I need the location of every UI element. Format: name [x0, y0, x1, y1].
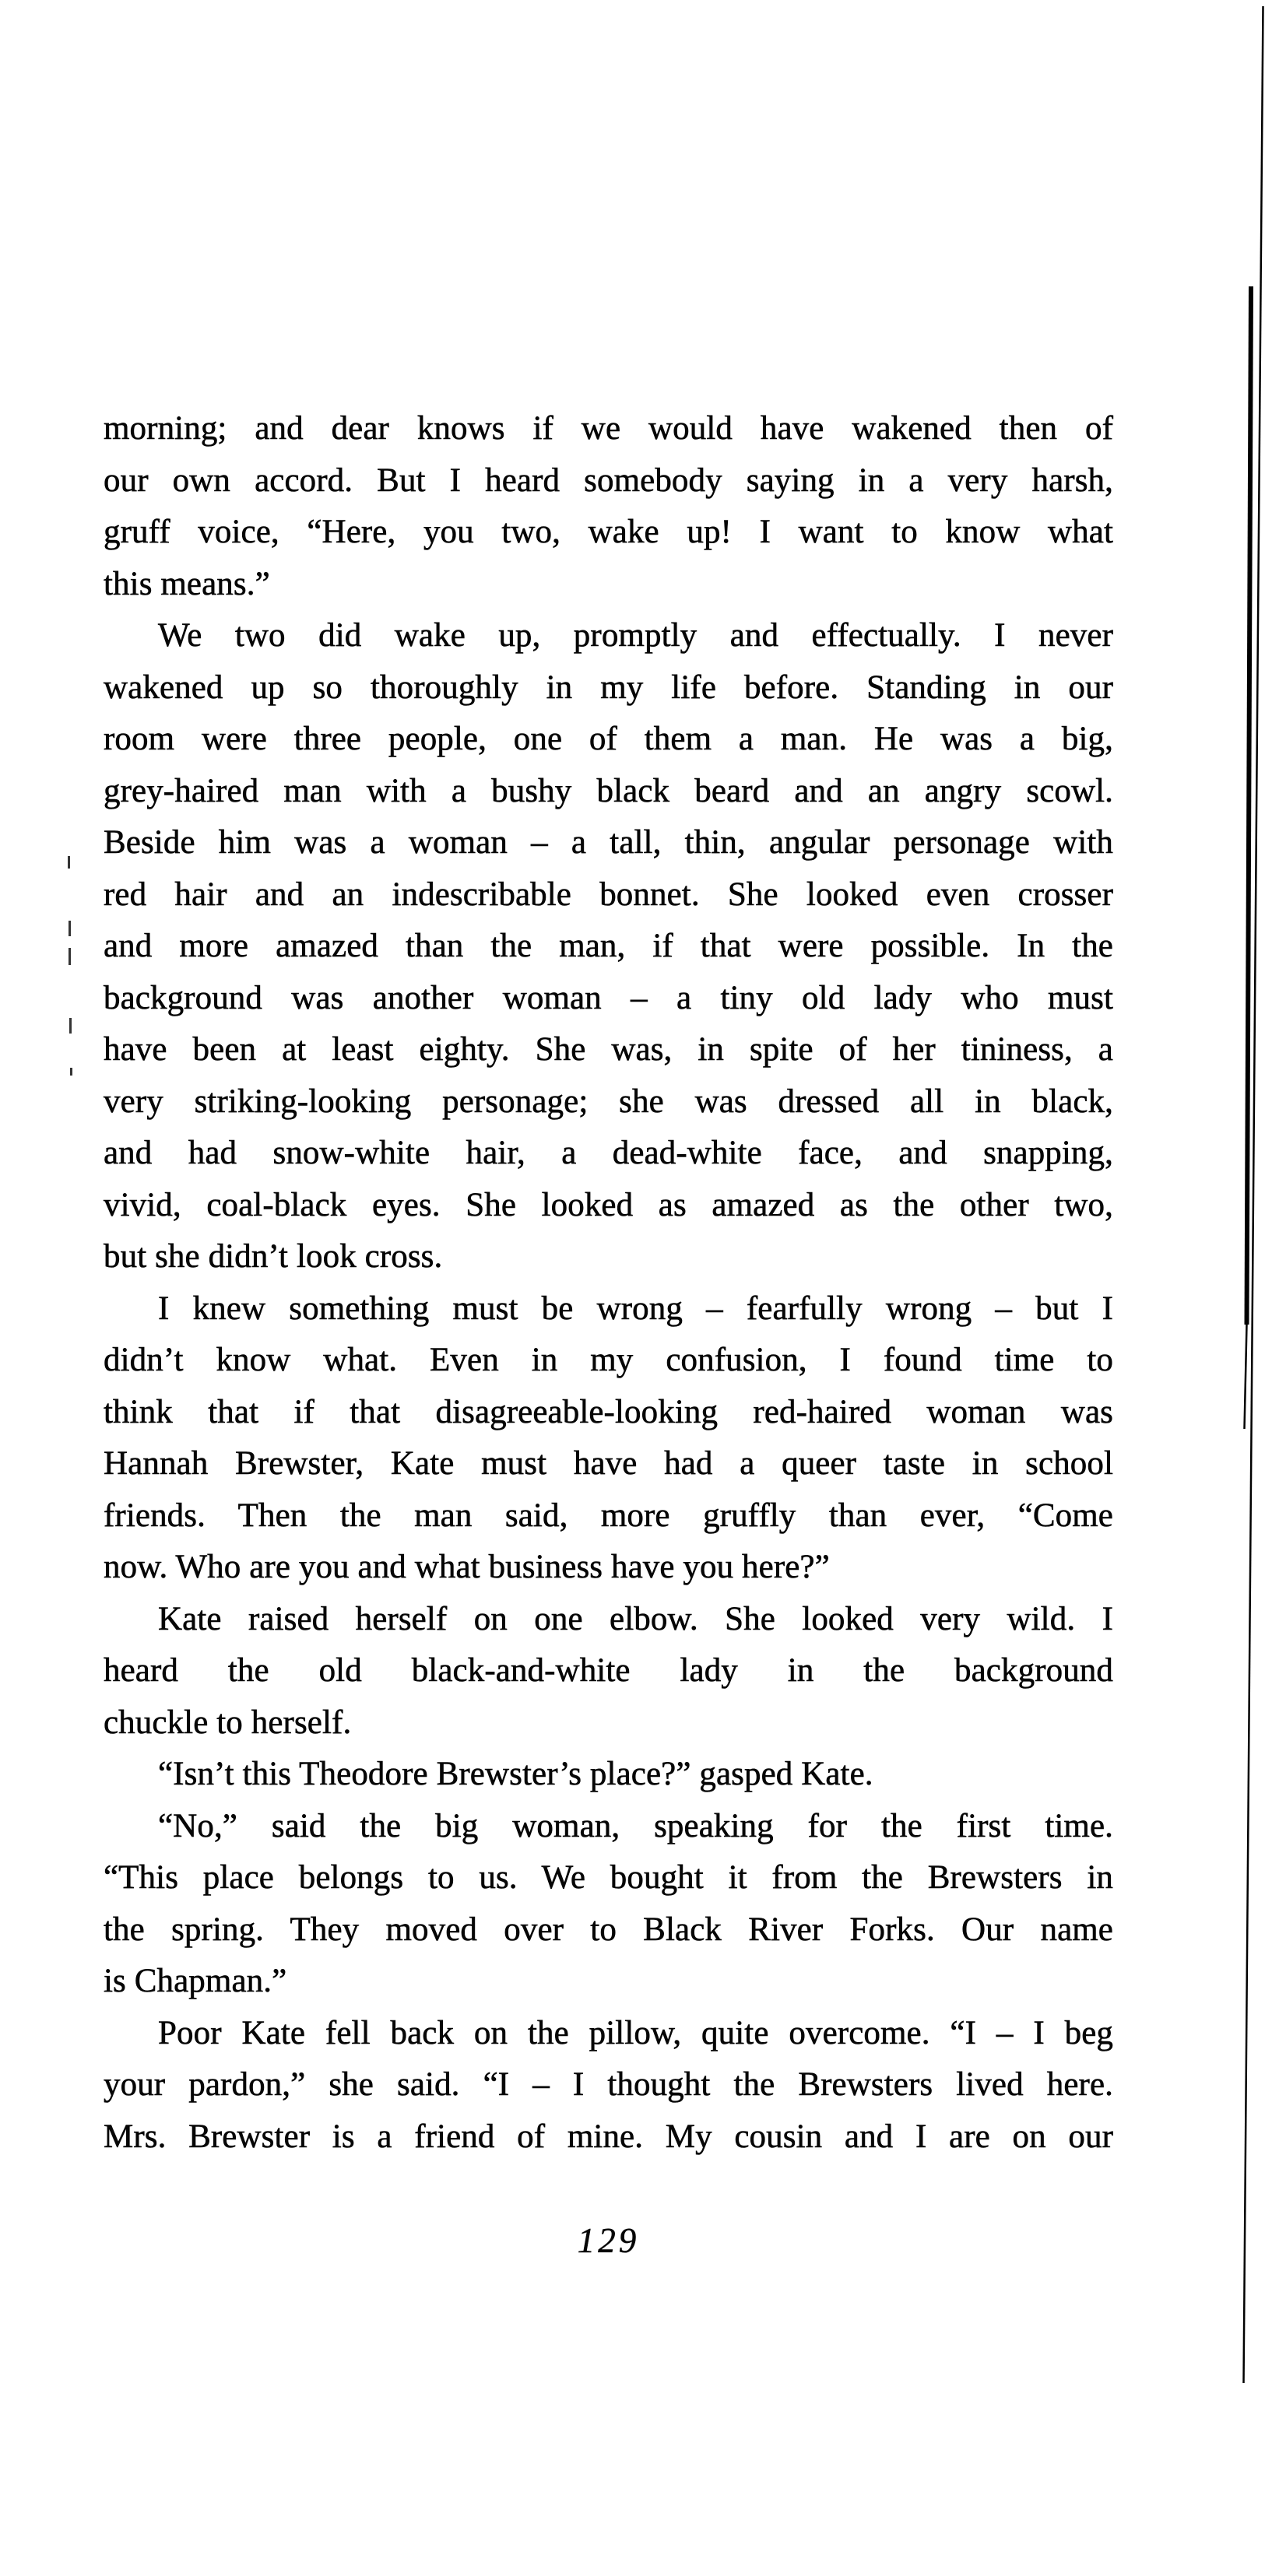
scan-artifact	[69, 948, 71, 965]
page-text	[104, 403, 1113, 2163]
text-line: grey-haired man with a bushy black beard and an angry scowl.	[104, 772, 1113, 809]
text-line: background was another woman – a tiny old lady who must	[104, 979, 1113, 1016]
text-line: Poor Kate fell back on the pillow, quite overcome. “I – I beg	[158, 2014, 1113, 2051]
text-line: this means.”	[104, 565, 270, 602]
scan-artifact	[69, 921, 71, 936]
text-line: your pardon,” she said. “I – I thought the Brewsters lived here.	[104, 2066, 1113, 2103]
text-line: room were three people, one of them a man. He was a big,	[104, 721, 1113, 757]
text-line: and more amazed than the man, if that were possible. In the	[104, 928, 1113, 964]
text-line: wakened up so thoroughly in my life before. Standing in our	[104, 669, 1113, 706]
text-line: the spring. They moved over to Black River Forks. Our name	[104, 1911, 1113, 1948]
text-line: “This place belongs to us. We bought it from the Brewsters in	[104, 1859, 1113, 1896]
text-line: have been at least eighty. She was, in spite of her tininess, a	[104, 1031, 1113, 1068]
scan-artifact	[70, 1068, 72, 1076]
text-line: our own accord. But I heard somebody saying in a very harsh,	[104, 462, 1113, 499]
text-line: vivid, coal-black eyes. She looked as amazed as the other two,	[104, 1186, 1113, 1223]
text-line: now. Who are you and what business have you here?”	[104, 1549, 830, 1585]
text-line: Kate raised herself on one elbow. She looked very wild. I	[158, 1600, 1113, 1637]
text-line: and had snow-white hair, a dead-white face, and snapping,	[104, 1135, 1113, 1171]
text-line: We two did wake up, promptly and effectually. I never	[158, 617, 1113, 654]
text-line: morning; and dear knows if we would have wakened then of	[104, 410, 1113, 447]
text-line: heard the old black-and-white lady in the background	[104, 1652, 1113, 1689]
text-line: gruff voice, “Here, you two, wake up! I want to know what	[104, 514, 1113, 550]
text-line: Beside him was a woman – a tall, thin, angular personage with	[104, 824, 1113, 861]
text-line: “Isn’t this Theodore Brewster’s place?” gasped Kate.	[158, 1756, 873, 1792]
scan-artifact	[68, 856, 70, 869]
page-edge-thick-line	[1247, 286, 1252, 1325]
text-line: is Chapman.”	[104, 1963, 287, 1999]
page-edge-thin-line	[1244, 6, 1263, 2383]
text-line: Hannah Brewster, Kate must have had a queer taste in school	[104, 1445, 1113, 1482]
text-line: “No,” said the big woman, speaking for the first time.	[158, 1807, 1113, 1844]
text-line: but she didn’t look cross.	[104, 1238, 443, 1275]
text-line: red hair and an indescribable bonnet. She looked even crosser	[104, 876, 1113, 913]
text-line: very striking-looking personage; she was dressed all in black,	[104, 1083, 1113, 1120]
text-line: think that if that disagreeable-looking red-haired woman was	[104, 1393, 1113, 1430]
text-line: chuckle to herself.	[104, 1704, 352, 1741]
page-edge-taper-line	[1245, 1325, 1247, 1429]
text-line: Mrs. Brewster is a friend of mine. My cousin and I are on our	[104, 2118, 1113, 2155]
text-line: friends. Then the man said, more gruffly than ever, “Come	[104, 1497, 1113, 1534]
text-line: didn’t know what. Even in my confusion, I found time to	[104, 1342, 1113, 1378]
scan-artifact	[69, 1018, 72, 1034]
page-number: 129	[577, 2221, 640, 2260]
text-line: I knew something must be wrong – fearfully wrong – but I	[158, 1290, 1113, 1327]
